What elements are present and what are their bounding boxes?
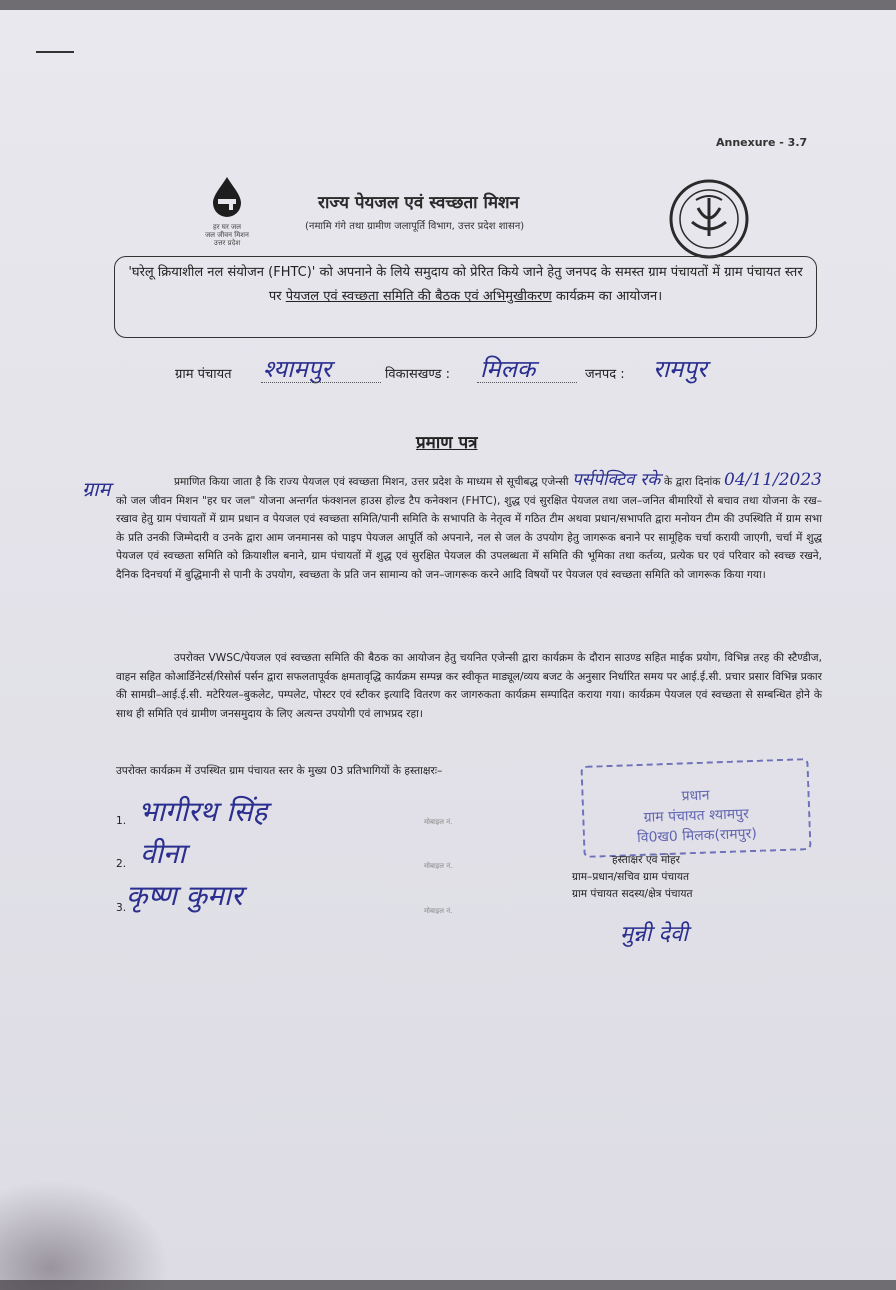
photo-shadow bbox=[0, 1180, 170, 1290]
certificate-title: प्रमाण पत्र bbox=[416, 433, 478, 453]
signature-2: वीना bbox=[140, 837, 186, 870]
government-emblem-seal-icon bbox=[668, 178, 750, 260]
gram-panchayat-value: श्यामपुर bbox=[263, 355, 332, 383]
signature-number-3: 3. bbox=[116, 902, 127, 914]
stamp-caption-1: हस्ताक्षर एवं मोहर bbox=[612, 854, 680, 866]
para1-text-2: के द्वारा दिनांक bbox=[660, 476, 725, 488]
mission-title: राज्य पेयजल एवं स्वच्छता मिशन bbox=[318, 193, 520, 213]
para1-text-3: को जल जीवन मिशन "हर घर जल" योजना अन्तर्गत फंक्शनल हाउस होल्ड टैप कनेक्शन (FHTC), शुद्ध एवं सुरक्षित पेयजल तथा जल–जनित बीमारियों से बचाव तथा योजना के रख–रखाव हेतु ग्राम पंचायतों में ग्राम प्रधान व पेयजल एवं स्वच्छता समिति/पानी समिति के सभापति के नेतृत्व में गठित टीम अथवा प्रधान/सभापति द्वारा मनोयन टीम की उपस्थिति में ग्राम सभा के प्रति उनकी जिम्मेदारी व उनके द्वारा आम जनमानस को पाइप पेयजल आपूर्ति को अपनाने, नल से जल के उपयोग हेतु जागरूक बनाने पर सामूहिक चर्चा करायी जाएगी, चर्चा में शुद्ध पेयजल एवं स्वच्छता समिति को क्रियाशील बनाने, ग्राम पंचायतों में शुद्ध एवं सुरक्षित पेयजल की उपलब्धता में समिति की भूमिका तथा कर्तव्य, प्रत्येक घर एवं परिवार को स्वच्छ रखने, दैनिक दिनचर्या में बुद्धिमानी से पानी के उपयोग, स्वच्छता के प्रति जन सामान्य को जन–जागरूक करने आदि विषयों पर पेयजल एवं स्वच्छता समिति को जागरूक किया गया। bbox=[116, 494, 822, 581]
certificate-paragraph-2: उपरोक्त VWSC/पेयजल एवं स्वच्छता समिति की बैठक का आयोजन हेतु चयनित एजेन्सी द्वारा कार्यक्रम के दौरान साउण्ड सहित माईक प्रयोग, विभिन्न तरह की स्टैण्डीज, वाहन सहित कोआर्डिनेटर्स/रिसोर्स पर्सन द्वारा सफलतापूर्वक क्षमतावृद्धि कार्यक्रम सम्पन्न कर स्वीकृत माड्यूल/व्यय बजट के अनुसार निर्धारित समय पर आई.ई.सी. प्रचार प्रसार विभिन्न प्रकार की सामग्री–आई.ई.सी. मटेरियल–बुकलेट, पम्पलेट, पोस्टर एवं स्टीकर इत्यादि वितरण कर जागरुकता कार्यक्रम सम्पादित कराया गया। कार्यक्रम पेयजल एवं स्वच्छता से सम्बन्धित होने के साथ ही समिति एवं ग्रामीण जनसमुदाय के लिए अत्यन्त उपयोगी एवं लाभप्रद रहा। bbox=[116, 652, 822, 720]
logo-caption-3: उत्तर प्रदेश bbox=[213, 239, 241, 247]
logo-caption-1: हर घर जल bbox=[213, 223, 241, 231]
signature-number-1: 1. bbox=[116, 815, 127, 827]
pradhan-stamp bbox=[580, 758, 811, 858]
agency-name-handwritten: पर्सपेक्टिव रके bbox=[572, 470, 661, 490]
logo-caption-2: जल जीवन मिशन bbox=[205, 231, 249, 239]
signature-1-faint-label: मोबाइल नं. bbox=[424, 818, 453, 826]
signature-3: कृष्ण कुमार bbox=[126, 879, 243, 912]
water-drop-tap-icon bbox=[207, 175, 247, 219]
program-heading-box bbox=[114, 256, 817, 338]
dotted-line bbox=[477, 382, 577, 383]
pradhan-signature: मुन्नी देवी bbox=[620, 922, 688, 947]
stamp-caption bbox=[572, 852, 693, 903]
stamp-line-2: ग्राम पंचायत श्यामपुर bbox=[643, 806, 750, 826]
heading-underlined: पेयजल एवं स्वच्छता समिति की बैठक एवं अभिमुखीकरण bbox=[285, 289, 552, 304]
gram-panchayat-label: ग्राम पंचायत bbox=[175, 367, 232, 382]
stamp-line-1: प्रधान bbox=[681, 787, 710, 805]
certificate-paragraph-1 bbox=[116, 471, 822, 585]
heading-part-1: 'घरेलू क्रियाशील नल संयोजन (FHTC)' को अपनाने के लिये समुदाय को प्रेरित किये जाने हेतु जनपद के समस्त ग्राम पंचायतों में ग्राम पंचायत स्तर पर bbox=[128, 265, 803, 304]
janpad-value: रामपुर bbox=[653, 355, 707, 383]
signature-1: भागीरथ सिंह bbox=[138, 795, 268, 828]
vikaskhand-value: मिलक bbox=[480, 355, 536, 383]
signature-2-faint-label: मोबाइल नं. bbox=[424, 862, 453, 870]
janpad-label: जनपद : bbox=[585, 367, 625, 382]
document-page bbox=[0, 10, 896, 1280]
annexure-label: Annexure - 3.7 bbox=[716, 136, 808, 149]
top-dash bbox=[36, 51, 74, 53]
stamp-caption-3: ग्राम पंचायत सदस्य/क्षेत्र पंचायत bbox=[572, 888, 693, 900]
signature-3-faint-label: मोबाइल नं. bbox=[424, 907, 453, 915]
signature-intro: उपरोक्त कार्यक्रम में उपस्थित ग्राम पंचायत स्तर के मुख्य 03 प्रतिभागियों के हस्ताक्षरः– bbox=[116, 765, 443, 777]
location-fields-row bbox=[175, 356, 815, 396]
stamp-caption-2: ग्राम–प्रधान/सचिव ग्राम पंचायत bbox=[572, 871, 690, 883]
heading-part-2: कार्यक्रम का आयोजन। bbox=[551, 289, 663, 304]
signature-number-2: 2. bbox=[116, 858, 127, 870]
date-handwritten: 04/11/2023 bbox=[724, 470, 822, 490]
dotted-line bbox=[261, 382, 381, 383]
stamp-line-3: वि0ख0 मिलक(रामपुर) bbox=[636, 825, 758, 847]
margin-handwritten-note: ग्राम bbox=[82, 477, 111, 501]
har-ghar-jal-logo bbox=[192, 175, 262, 247]
mission-subtitle: (नमामि गंगे तथा ग्रामीण जलापूर्ति विभाग, उत्तर प्रदेश शासन) bbox=[305, 221, 525, 232]
para1-text-1: प्रमाणित किया जाता है कि राज्य पेयजल एवं स्वच्छता मिशन, उत्तर प्रदेश के माध्यम से सूचीबद्ध एजेन्सी bbox=[174, 476, 573, 488]
vikaskhand-label: विकासखण्ड : bbox=[385, 367, 451, 382]
